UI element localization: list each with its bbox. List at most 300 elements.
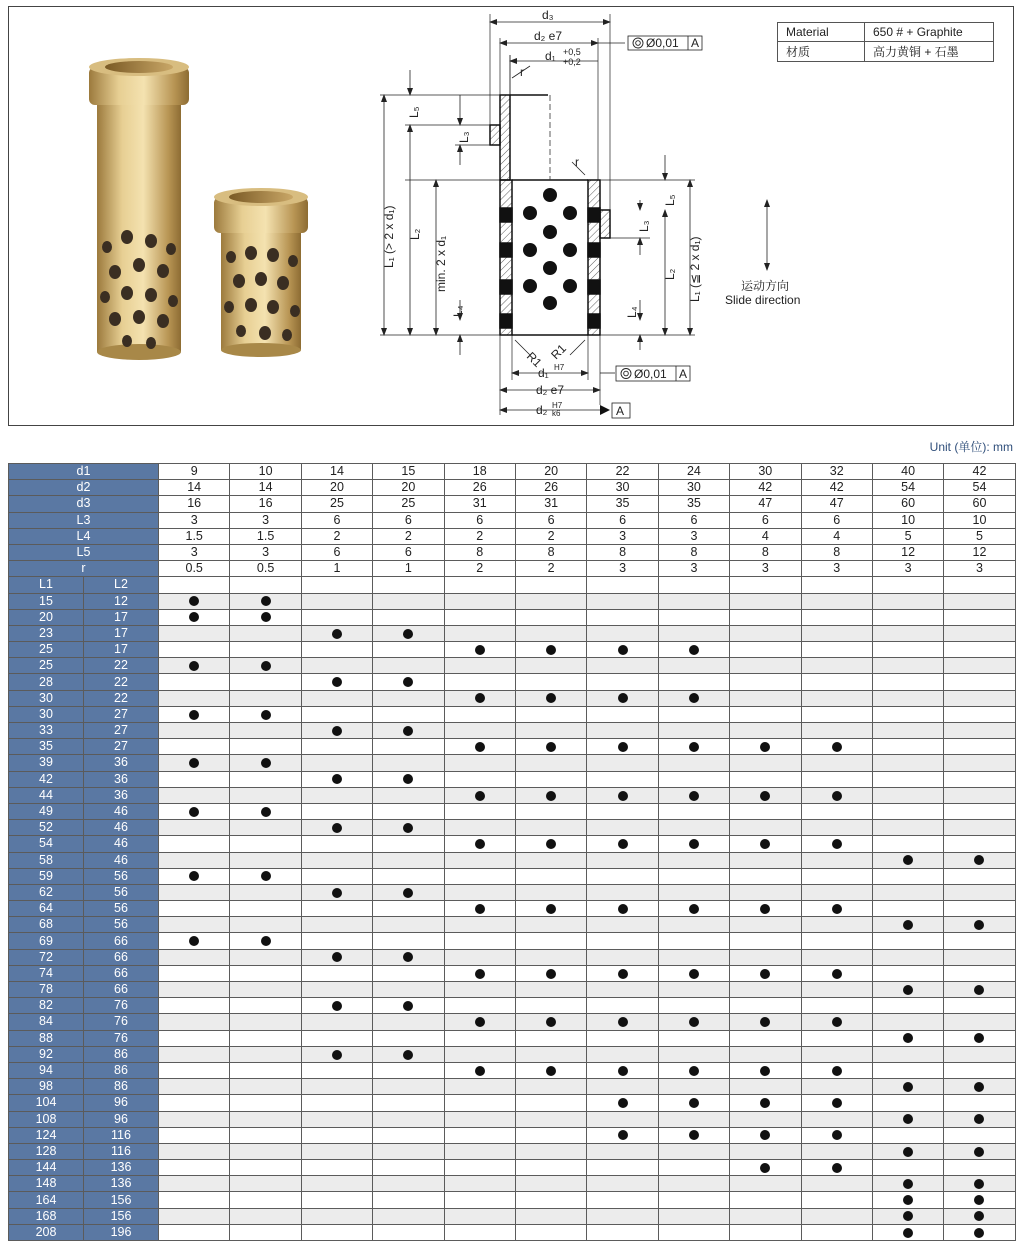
spec-availability-cell — [373, 755, 444, 771]
spec-availability-cell — [730, 820, 801, 836]
availability-dot-icon — [689, 1130, 699, 1140]
spec-availability-cell — [515, 771, 586, 787]
spec-availability-cell — [944, 1224, 1015, 1240]
spec-availability-cell — [444, 965, 515, 981]
spec-length-l2: 56 — [84, 917, 159, 933]
spec-availability-cell — [230, 1143, 301, 1159]
spec-availability-cell — [587, 658, 658, 674]
availability-dot-icon — [689, 904, 699, 914]
spec-availability-cell — [230, 901, 301, 917]
availability-dot-icon — [760, 1017, 770, 1027]
spec-availability-cell — [230, 1095, 301, 1111]
spec-availability-cell — [944, 1062, 1015, 1078]
spec-availability-cell — [230, 1208, 301, 1224]
spec-availability-cell — [373, 609, 444, 625]
spec-length-l1: 68 — [9, 917, 84, 933]
spec-availability-cell — [301, 706, 372, 722]
spec-availability-cell — [373, 852, 444, 868]
spec-availability-cell — [872, 1160, 943, 1176]
spec-availability-cell — [444, 1062, 515, 1078]
spec-availability-cell — [801, 884, 872, 900]
spec-availability-cell — [515, 1062, 586, 1078]
spec-availability-cell — [301, 1143, 372, 1159]
spec-header-value: 8 — [658, 544, 729, 560]
availability-dot-icon — [618, 645, 628, 655]
spec-availability-cell — [444, 933, 515, 949]
spec-header-value: 10 — [230, 464, 301, 480]
availability-dot-icon — [760, 1163, 770, 1173]
spec-length-l1: 23 — [9, 625, 84, 641]
spec-availability-cell — [944, 820, 1015, 836]
spec-blank-cell — [373, 577, 444, 593]
spec-header-value: 3 — [159, 512, 230, 528]
spec-availability-cell — [944, 1160, 1015, 1176]
spec-availability-cell — [515, 933, 586, 949]
table-row — [9, 593, 1016, 609]
spec-length-l1: 124 — [9, 1127, 84, 1143]
spec-length-l2: 22 — [84, 690, 159, 706]
spec-availability-cell — [730, 706, 801, 722]
spec-header-row — [9, 544, 1016, 560]
spec-availability-cell — [801, 771, 872, 787]
spec-availability-cell — [944, 1014, 1015, 1030]
spec-length-l1: 104 — [9, 1095, 84, 1111]
availability-dot-icon — [189, 710, 199, 720]
availability-dot-icon — [903, 985, 913, 995]
spec-availability-cell — [444, 1014, 515, 1030]
spec-length-l2: 86 — [84, 1079, 159, 1095]
spec-availability-cell — [373, 1192, 444, 1208]
spec-availability-cell — [515, 836, 586, 852]
spec-header-value: 1 — [301, 561, 372, 577]
spec-availability-cell — [515, 658, 586, 674]
spec-availability-cell — [515, 1127, 586, 1143]
table-row — [9, 1095, 1016, 1111]
label-d3: d₃ — [542, 8, 554, 22]
spec-availability-cell — [301, 1014, 372, 1030]
spec-availability-cell — [587, 820, 658, 836]
spec-availability-cell — [159, 917, 230, 933]
spec-availability-cell — [730, 787, 801, 803]
label-L1-right: L₁ (≦ 2 x d₁) — [688, 236, 702, 302]
svg-text:A: A — [691, 36, 700, 50]
spec-availability-cell — [159, 901, 230, 917]
spec-blank-cell — [658, 577, 729, 593]
spec-availability-cell — [230, 982, 301, 998]
spec-availability-cell — [373, 787, 444, 803]
availability-dot-icon — [332, 1001, 342, 1011]
table-row — [9, 1014, 1016, 1030]
spec-availability-cell — [159, 755, 230, 771]
spec-header-value: 8 — [444, 544, 515, 560]
availability-dot-icon — [974, 985, 984, 995]
spec-availability-cell — [444, 1030, 515, 1046]
spec-header-value: 20 — [515, 464, 586, 480]
spec-availability-cell — [301, 852, 372, 868]
availability-dot-icon — [403, 823, 413, 833]
spec-availability-cell — [872, 739, 943, 755]
spec-availability-cell — [159, 642, 230, 658]
spec-availability-cell — [872, 690, 943, 706]
spec-availability-cell — [801, 1079, 872, 1095]
availability-dot-icon — [403, 1050, 413, 1060]
availability-dot-icon — [618, 904, 628, 914]
concentricity-frame-bottom — [616, 366, 690, 381]
material-label: Material — [778, 23, 865, 42]
spec-header-value: 3 — [658, 561, 729, 577]
spec-availability-cell — [444, 1143, 515, 1159]
spec-availability-cell — [872, 917, 943, 933]
spec-availability-cell — [444, 1079, 515, 1095]
spec-availability-cell — [159, 1208, 230, 1224]
availability-dot-icon — [689, 645, 699, 655]
availability-dot-icon — [618, 1130, 628, 1140]
spec-header-value: 30 — [658, 480, 729, 496]
spec-header-label: L3 — [9, 512, 159, 528]
table-row — [9, 1208, 1016, 1224]
spec-availability-cell — [230, 1160, 301, 1176]
spec-availability-cell — [301, 933, 372, 949]
spec-availability-cell — [658, 771, 729, 787]
spec-availability-cell — [444, 755, 515, 771]
spec-availability-cell — [515, 1095, 586, 1111]
spec-header-value: 42 — [730, 480, 801, 496]
spec-availability-cell — [872, 593, 943, 609]
spec-header-value: 25 — [301, 496, 372, 512]
spec-availability-cell — [444, 658, 515, 674]
table-row — [9, 1111, 1016, 1127]
spec-availability-cell — [658, 1127, 729, 1143]
spec-availability-cell — [515, 1046, 586, 1062]
spec-availability-cell — [444, 901, 515, 917]
spec-availability-cell — [730, 1192, 801, 1208]
spec-length-l1: 94 — [9, 1062, 84, 1078]
spec-availability-cell — [730, 658, 801, 674]
spec-availability-cell — [373, 1224, 444, 1240]
spec-availability-cell — [159, 836, 230, 852]
table-row — [9, 868, 1016, 884]
spec-header-row — [9, 528, 1016, 544]
availability-dot-icon — [903, 1033, 913, 1043]
spec-availability-cell — [515, 820, 586, 836]
spec-availability-cell — [872, 901, 943, 917]
spec-availability-cell — [301, 755, 372, 771]
spec-availability-cell — [872, 836, 943, 852]
spec-availability-cell — [658, 820, 729, 836]
availability-dot-icon — [189, 871, 199, 881]
spec-availability-cell — [515, 1160, 586, 1176]
spec-availability-cell — [872, 820, 943, 836]
availability-dot-icon — [689, 1017, 699, 1027]
label-min2d1: min. 2 x d₁ — [434, 235, 448, 292]
availability-dot-icon — [332, 1050, 342, 1060]
availability-dot-icon — [832, 1017, 842, 1027]
table-row — [9, 1079, 1016, 1095]
spec-availability-cell — [872, 642, 943, 658]
spec-availability-cell — [872, 998, 943, 1014]
spec-availability-cell — [658, 755, 729, 771]
spec-availability-cell — [872, 1014, 943, 1030]
availability-dot-icon — [689, 1066, 699, 1076]
table-row — [9, 917, 1016, 933]
availability-dot-icon — [332, 888, 342, 898]
spec-availability-cell — [301, 1046, 372, 1062]
spec-availability-cell — [658, 998, 729, 1014]
spec-length-l1: 128 — [9, 1143, 84, 1159]
spec-header-value: 3 — [159, 544, 230, 560]
spec-header-value: 31 — [444, 496, 515, 512]
spec-length-l1: 39 — [9, 755, 84, 771]
spec-availability-cell — [801, 609, 872, 625]
spec-length-l1: 30 — [9, 706, 84, 722]
spec-length-l2: 66 — [84, 933, 159, 949]
availability-dot-icon — [475, 742, 485, 752]
availability-dot-icon — [903, 1147, 913, 1157]
table-row — [9, 820, 1016, 836]
spec-availability-cell — [587, 1176, 658, 1192]
spec-availability-cell — [301, 1127, 372, 1143]
spec-availability-cell — [230, 1111, 301, 1127]
spec-availability-cell — [730, 723, 801, 739]
spec-availability-cell — [801, 1224, 872, 1240]
spec-header-value: 10 — [944, 512, 1015, 528]
spec-availability-cell — [159, 1079, 230, 1095]
spec-availability-cell — [587, 739, 658, 755]
spec-availability-cell — [587, 771, 658, 787]
spec-availability-cell — [159, 868, 230, 884]
availability-dot-icon — [903, 1228, 913, 1238]
spec-availability-cell — [658, 1030, 729, 1046]
availability-dot-icon — [689, 1098, 699, 1108]
spec-availability-cell — [658, 739, 729, 755]
spec-availability-cell — [730, 949, 801, 965]
spec-availability-cell — [944, 998, 1015, 1014]
spec-availability-cell — [730, 642, 801, 658]
availability-dot-icon — [475, 645, 485, 655]
spec-header-value: 18 — [444, 464, 515, 480]
availability-dot-icon — [332, 823, 342, 833]
availability-dot-icon — [261, 661, 271, 671]
availability-dot-icon — [403, 774, 413, 784]
spec-length-l2: 27 — [84, 739, 159, 755]
spec-availability-cell — [301, 1062, 372, 1078]
spec-availability-cell — [801, 852, 872, 868]
spec-availability-cell — [373, 1079, 444, 1095]
spec-length-l2: 56 — [84, 884, 159, 900]
spec-availability-cell — [658, 852, 729, 868]
availability-dot-icon — [832, 1163, 842, 1173]
spec-length-l1: 15 — [9, 593, 84, 609]
spec-availability-cell — [373, 965, 444, 981]
spec-availability-cell — [515, 593, 586, 609]
spec-availability-cell — [301, 868, 372, 884]
spec-availability-cell — [230, 787, 301, 803]
spec-header-value: 3 — [587, 528, 658, 544]
availability-dot-icon — [618, 1066, 628, 1076]
spec-availability-cell — [944, 1176, 1015, 1192]
spec-header-value: 5 — [944, 528, 1015, 544]
spec-availability-cell — [587, 642, 658, 658]
spec-availability-cell — [159, 884, 230, 900]
spec-availability-cell — [944, 771, 1015, 787]
spec-availability-cell — [444, 690, 515, 706]
spec-header-value: 32 — [801, 464, 872, 480]
spec-length-l1: 28 — [9, 674, 84, 690]
spec-availability-cell — [373, 723, 444, 739]
spec-header-value: 2 — [515, 528, 586, 544]
spec-availability-cell — [944, 739, 1015, 755]
availability-dot-icon — [832, 839, 842, 849]
spec-availability-cell — [444, 1224, 515, 1240]
spec-availability-cell — [301, 658, 372, 674]
availability-dot-icon — [189, 612, 199, 622]
spec-availability-cell — [159, 609, 230, 625]
spec-length-l1: 92 — [9, 1046, 84, 1062]
spec-availability-cell — [444, 1176, 515, 1192]
availability-dot-icon — [760, 839, 770, 849]
table-row — [9, 1160, 1016, 1176]
availability-dot-icon — [760, 1066, 770, 1076]
spec-availability-cell — [801, 690, 872, 706]
spec-availability-cell — [730, 884, 801, 900]
spec-availability-cell — [515, 1014, 586, 1030]
spec-availability-cell — [230, 852, 301, 868]
table-row — [9, 965, 1016, 981]
spec-availability-cell — [587, 836, 658, 852]
label-L2-left: L₂ — [408, 228, 422, 240]
availability-dot-icon — [332, 726, 342, 736]
spec-availability-cell — [872, 1111, 943, 1127]
availability-dot-icon — [261, 807, 271, 817]
spec-availability-cell — [730, 965, 801, 981]
spec-length-l2: 22 — [84, 658, 159, 674]
spec-availability-cell — [373, 1176, 444, 1192]
spec-availability-cell — [444, 674, 515, 690]
spec-availability-cell — [730, 1030, 801, 1046]
spec-availability-cell — [515, 1192, 586, 1208]
technical-drawing — [370, 6, 1010, 426]
spec-availability-cell — [801, 755, 872, 771]
spec-availability-cell — [658, 787, 729, 803]
spec-availability-cell — [159, 998, 230, 1014]
availability-dot-icon — [261, 936, 271, 946]
spec-availability-cell — [230, 836, 301, 852]
spec-availability-cell — [159, 593, 230, 609]
spec-availability-cell — [444, 1127, 515, 1143]
spec-availability-cell — [373, 690, 444, 706]
spec-availability-cell — [230, 690, 301, 706]
spec-availability-cell — [801, 998, 872, 1014]
spec-availability-cell — [872, 1046, 943, 1062]
availability-dot-icon — [903, 855, 913, 865]
spec-length-l1: 88 — [9, 1030, 84, 1046]
spec-availability-cell — [730, 852, 801, 868]
spec-availability-cell — [730, 755, 801, 771]
spec-length-l1: 64 — [9, 901, 84, 917]
spec-availability-cell — [444, 998, 515, 1014]
spec-availability-cell — [159, 625, 230, 641]
spec-availability-cell — [373, 868, 444, 884]
spec-availability-cell — [587, 998, 658, 1014]
spec-availability-cell — [301, 965, 372, 981]
spec-length-l1: 25 — [9, 658, 84, 674]
availability-dot-icon — [832, 791, 842, 801]
spec-availability-cell — [944, 1111, 1015, 1127]
spec-availability-cell — [301, 917, 372, 933]
spec-table — [8, 463, 1016, 1241]
spec-availability-cell — [373, 1160, 444, 1176]
spec-availability-cell — [444, 949, 515, 965]
table-row — [9, 642, 1016, 658]
spec-length-l1: 108 — [9, 1111, 84, 1127]
spec-header-value: 8 — [515, 544, 586, 560]
spec-availability-cell — [658, 1224, 729, 1240]
spec-availability-cell — [658, 1176, 729, 1192]
label-L3-right: L₃ — [637, 220, 651, 232]
availability-dot-icon — [974, 1179, 984, 1189]
spec-availability-cell — [944, 917, 1015, 933]
label-r-mid: r — [575, 155, 579, 169]
availability-dot-icon — [760, 1130, 770, 1140]
availability-dot-icon — [618, 1017, 628, 1027]
spec-availability-cell — [444, 1160, 515, 1176]
spec-header-value: 9 — [159, 464, 230, 480]
availability-dot-icon — [475, 1017, 485, 1027]
availability-dot-icon — [546, 791, 556, 801]
table-row — [9, 723, 1016, 739]
label-r-top: r — [520, 65, 524, 79]
datum-triangle — [600, 405, 610, 415]
spec-availability-cell — [801, 1127, 872, 1143]
spec-availability-cell — [444, 836, 515, 852]
spec-availability-cell — [301, 609, 372, 625]
spec-header-value: 14 — [301, 464, 372, 480]
spec-availability-cell — [515, 884, 586, 900]
table-row — [9, 949, 1016, 965]
spec-header-value: 10 — [872, 512, 943, 528]
spec-availability-cell — [230, 998, 301, 1014]
label-slide-cn: 运动方向 — [741, 279, 790, 293]
spec-availability-cell — [515, 625, 586, 641]
spec-availability-cell — [944, 1192, 1015, 1208]
spec-header-value: 30 — [730, 464, 801, 480]
spec-header-value: 60 — [944, 496, 1015, 512]
availability-dot-icon — [332, 677, 342, 687]
svg-text:Ø0,01: Ø0,01 — [646, 36, 679, 50]
spec-availability-cell — [658, 884, 729, 900]
spec-length-header: L1 — [9, 577, 84, 593]
spec-availability-cell — [159, 1160, 230, 1176]
spec-availability-cell — [801, 820, 872, 836]
spec-length-l2: 116 — [84, 1143, 159, 1159]
spec-availability-cell — [658, 674, 729, 690]
spec-header-value: 3 — [730, 561, 801, 577]
spec-availability-cell — [373, 933, 444, 949]
availability-dot-icon — [689, 693, 699, 703]
spec-length-l1: 58 — [9, 852, 84, 868]
spec-availability-cell — [658, 706, 729, 722]
spec-availability-cell — [730, 1062, 801, 1078]
spec-availability-cell — [730, 1095, 801, 1111]
spec-availability-cell — [730, 901, 801, 917]
spec-availability-cell — [373, 836, 444, 852]
spec-availability-cell — [658, 982, 729, 998]
spec-availability-cell — [373, 998, 444, 1014]
spec-availability-cell — [230, 739, 301, 755]
material-row — [778, 42, 994, 62]
spec-length-l1: 49 — [9, 803, 84, 819]
spec-availability-cell — [444, 787, 515, 803]
